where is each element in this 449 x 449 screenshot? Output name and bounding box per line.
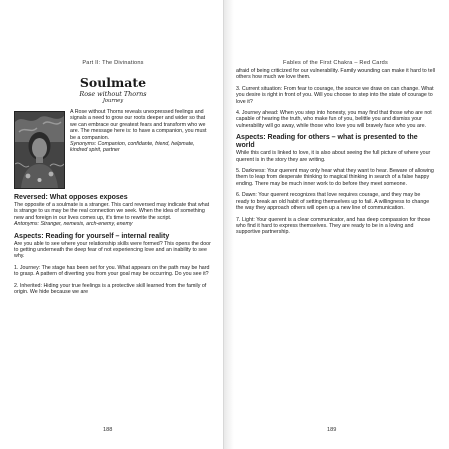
left-running-head: Part II: The Divinations [82,60,144,66]
synonyms: Synonyms: Companion, confidante, friend, helpmate, kindred spirit, partner [70,141,195,154]
reading-item-7: 7. Light: Your querent is a clear communicator, and has deep compassion for those who find it hard to express themselves. They are ready to be in a loving and supportive partnership. [236,216,431,236]
left-page-number: 188 [103,427,113,433]
continued-text: afraid of being criticized for our vulnerability. Family wounding can make it hard to tell others how much we love them. [236,68,435,81]
aspects-heading-others: Aspects: Reading for others – what is presented to the world [236,134,418,150]
reading-item-4: 4. Journey ahead: When you step into honesty, you may find that those who are not capable of hearing the truth, who make fun of you, belittle you and dismiss your vulnerability will go away, while those who love you will bravely face who you are. [236,110,432,129]
card-title: Soulmate [79,75,147,90]
right-page [224,0,449,449]
card-subtitle-journey: Journey [102,98,124,104]
left-page [0,0,224,449]
reversed-text: The opposite of a soulmate is a stranger. This card reversed may indicate that what is strange to us may be the real connection we seek. When the idea of something new and foreign in our lives comes up, it's time to rewrite the script. [14,202,210,221]
aspects-text-self: Are you able to see where your relationship skills were formed? This opens the door to getting underneath the deep fear of not experiencing love and an inability to see why. [14,240,211,260]
aspects-text-others: While this card is linked to love, it is also about seeing the full picture of where your querent is in the story they are writing. [236,150,431,163]
right-page-number: 189 [327,427,337,433]
aspects-heading-self: Aspects: Reading for yourself – internal reality [14,232,170,240]
antonyms: Antonyms: Stranger, nemesis, arch-enemy, enemy [14,221,133,228]
right-running-head: Fables of the First Chakra – Red Cards [283,60,388,66]
reading-item-5: 5. Darkness: Your querent may only hear what they want to hear. Beware of allowing them to leap from desperate thinking to magical thinking in search of a false happy ending. There may be much inner work to do before they meet someone. [236,168,434,187]
reading-item-1: 1. Journey: The stage has been set for you. What appears on the path may be hard to grasp. A pattern of diverting you from your goal may be occurring. Do you see it? [14,264,210,278]
reading-item-6: 6. Dawn: Your querent recognizes that love requires courage, and they may be ready to break an old habit of setting themselves up to fail. A willingness to change the way they approach others will open up a new line of communication. [236,192,430,212]
soulmate-card-art [15,112,64,188]
card-subtitle: Rose without Thorns [79,90,147,98]
reading-item-2: 2. Inherited: Hiding your true feelings is a protective skill learned from the family of origin. We hide because we are [14,282,207,296]
intro-text: A Rose without Thorns reveals unexpressed feelings and signals a need to grow our roots deeper and wider so that we can embrace our greatest fears and transform who we are. The message here is: to have a companion, you must be a companion. [70,109,207,141]
reversed-heading: Reversed: What opposes exposes [14,194,128,201]
reading-item-3: 3. Current situation: From fear to courage, the source we draw on can change. What you desire is right in front of you. Will you choose to step into the state of courage to love it? [236,85,434,105]
card-illustration [14,111,65,189]
